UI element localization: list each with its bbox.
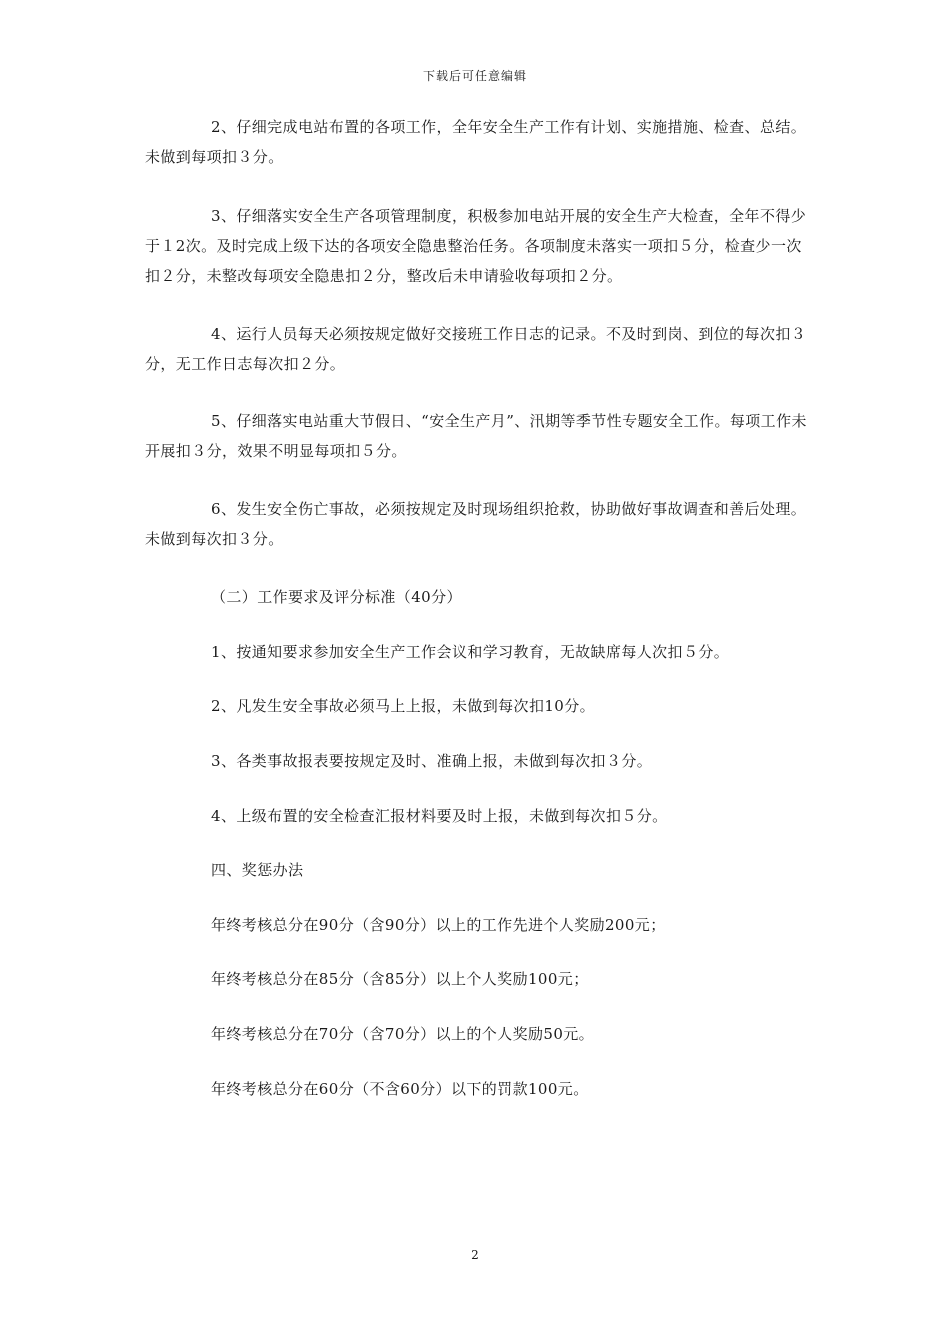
requirement-item-3: 3、各类事故报表要按规定及时、准确上报，未做到每次扣３分。: [211, 752, 653, 770]
reward-item-90: 年终考核总分在90分（含90分）以上的工作先进个人奖励200元；: [211, 916, 666, 934]
reward-item-70: 年终考核总分在70分（含70分）以上的个人奖励50元。: [211, 1025, 595, 1043]
paragraph-5: 5、仔细落实电站重大节假日、“安全生产月”、汛期等季节性专题安全工作。每项工作未开展扣３分，效果不明显每项扣５分。: [145, 412, 807, 460]
paragraph-3: 3、仔细落实安全生产各项管理制度，积极参加电站开展的安全生产大检查，全年不得少于１2次。及时完成上级下达的各项安全隐患整治任务。各项制度未落实一项扣５分，检查少一次扣２分，未整改每项安全隐患扣２分，整改后未申请验收每项扣２分。: [145, 207, 807, 285]
page-header: 下载后可任意编辑: [422, 69, 527, 83]
section-heading-work-requirements: （二）工作要求及评分标准（40分）: [211, 588, 462, 606]
penalty-item-60: 年终考核总分在60分（不含60分）以下的罚款100元。: [211, 1080, 589, 1098]
section-heading-rewards: 四、奖惩办法: [211, 861, 304, 879]
paragraph-2: 2、仔细完成电站布置的各项工作，全年安全生产工作有计划、实施措施、检查、总结。未做到每项扣３分。: [145, 118, 807, 166]
paragraph-6: 6、发生安全伤亡事故，必须按规定及时现场组织抢救，协助做好事故调查和善后处理。未做到每次扣３分。: [145, 500, 807, 548]
paragraph-4: 4、运行人员每天必须按规定做好交接班工作日志的记录。不及时到岗、到位的每次扣３分，无工作日志每次扣２分。: [145, 325, 807, 373]
reward-item-85: 年终考核总分在85分（含85分）以上个人奖励100元；: [211, 970, 589, 988]
requirement-item-4: 4、上级布置的安全检查汇报材料要及时上报，未做到每次扣５分。: [211, 807, 668, 825]
page-number: 2: [471, 1248, 479, 1262]
requirement-item-1: 1、按通知要求参加安全生产工作会议和学习教育，无故缺席每人次扣５分。: [211, 643, 730, 661]
requirement-item-2: 2、凡发生安全事故必须马上上报，未做到每次扣10分。: [211, 697, 596, 715]
